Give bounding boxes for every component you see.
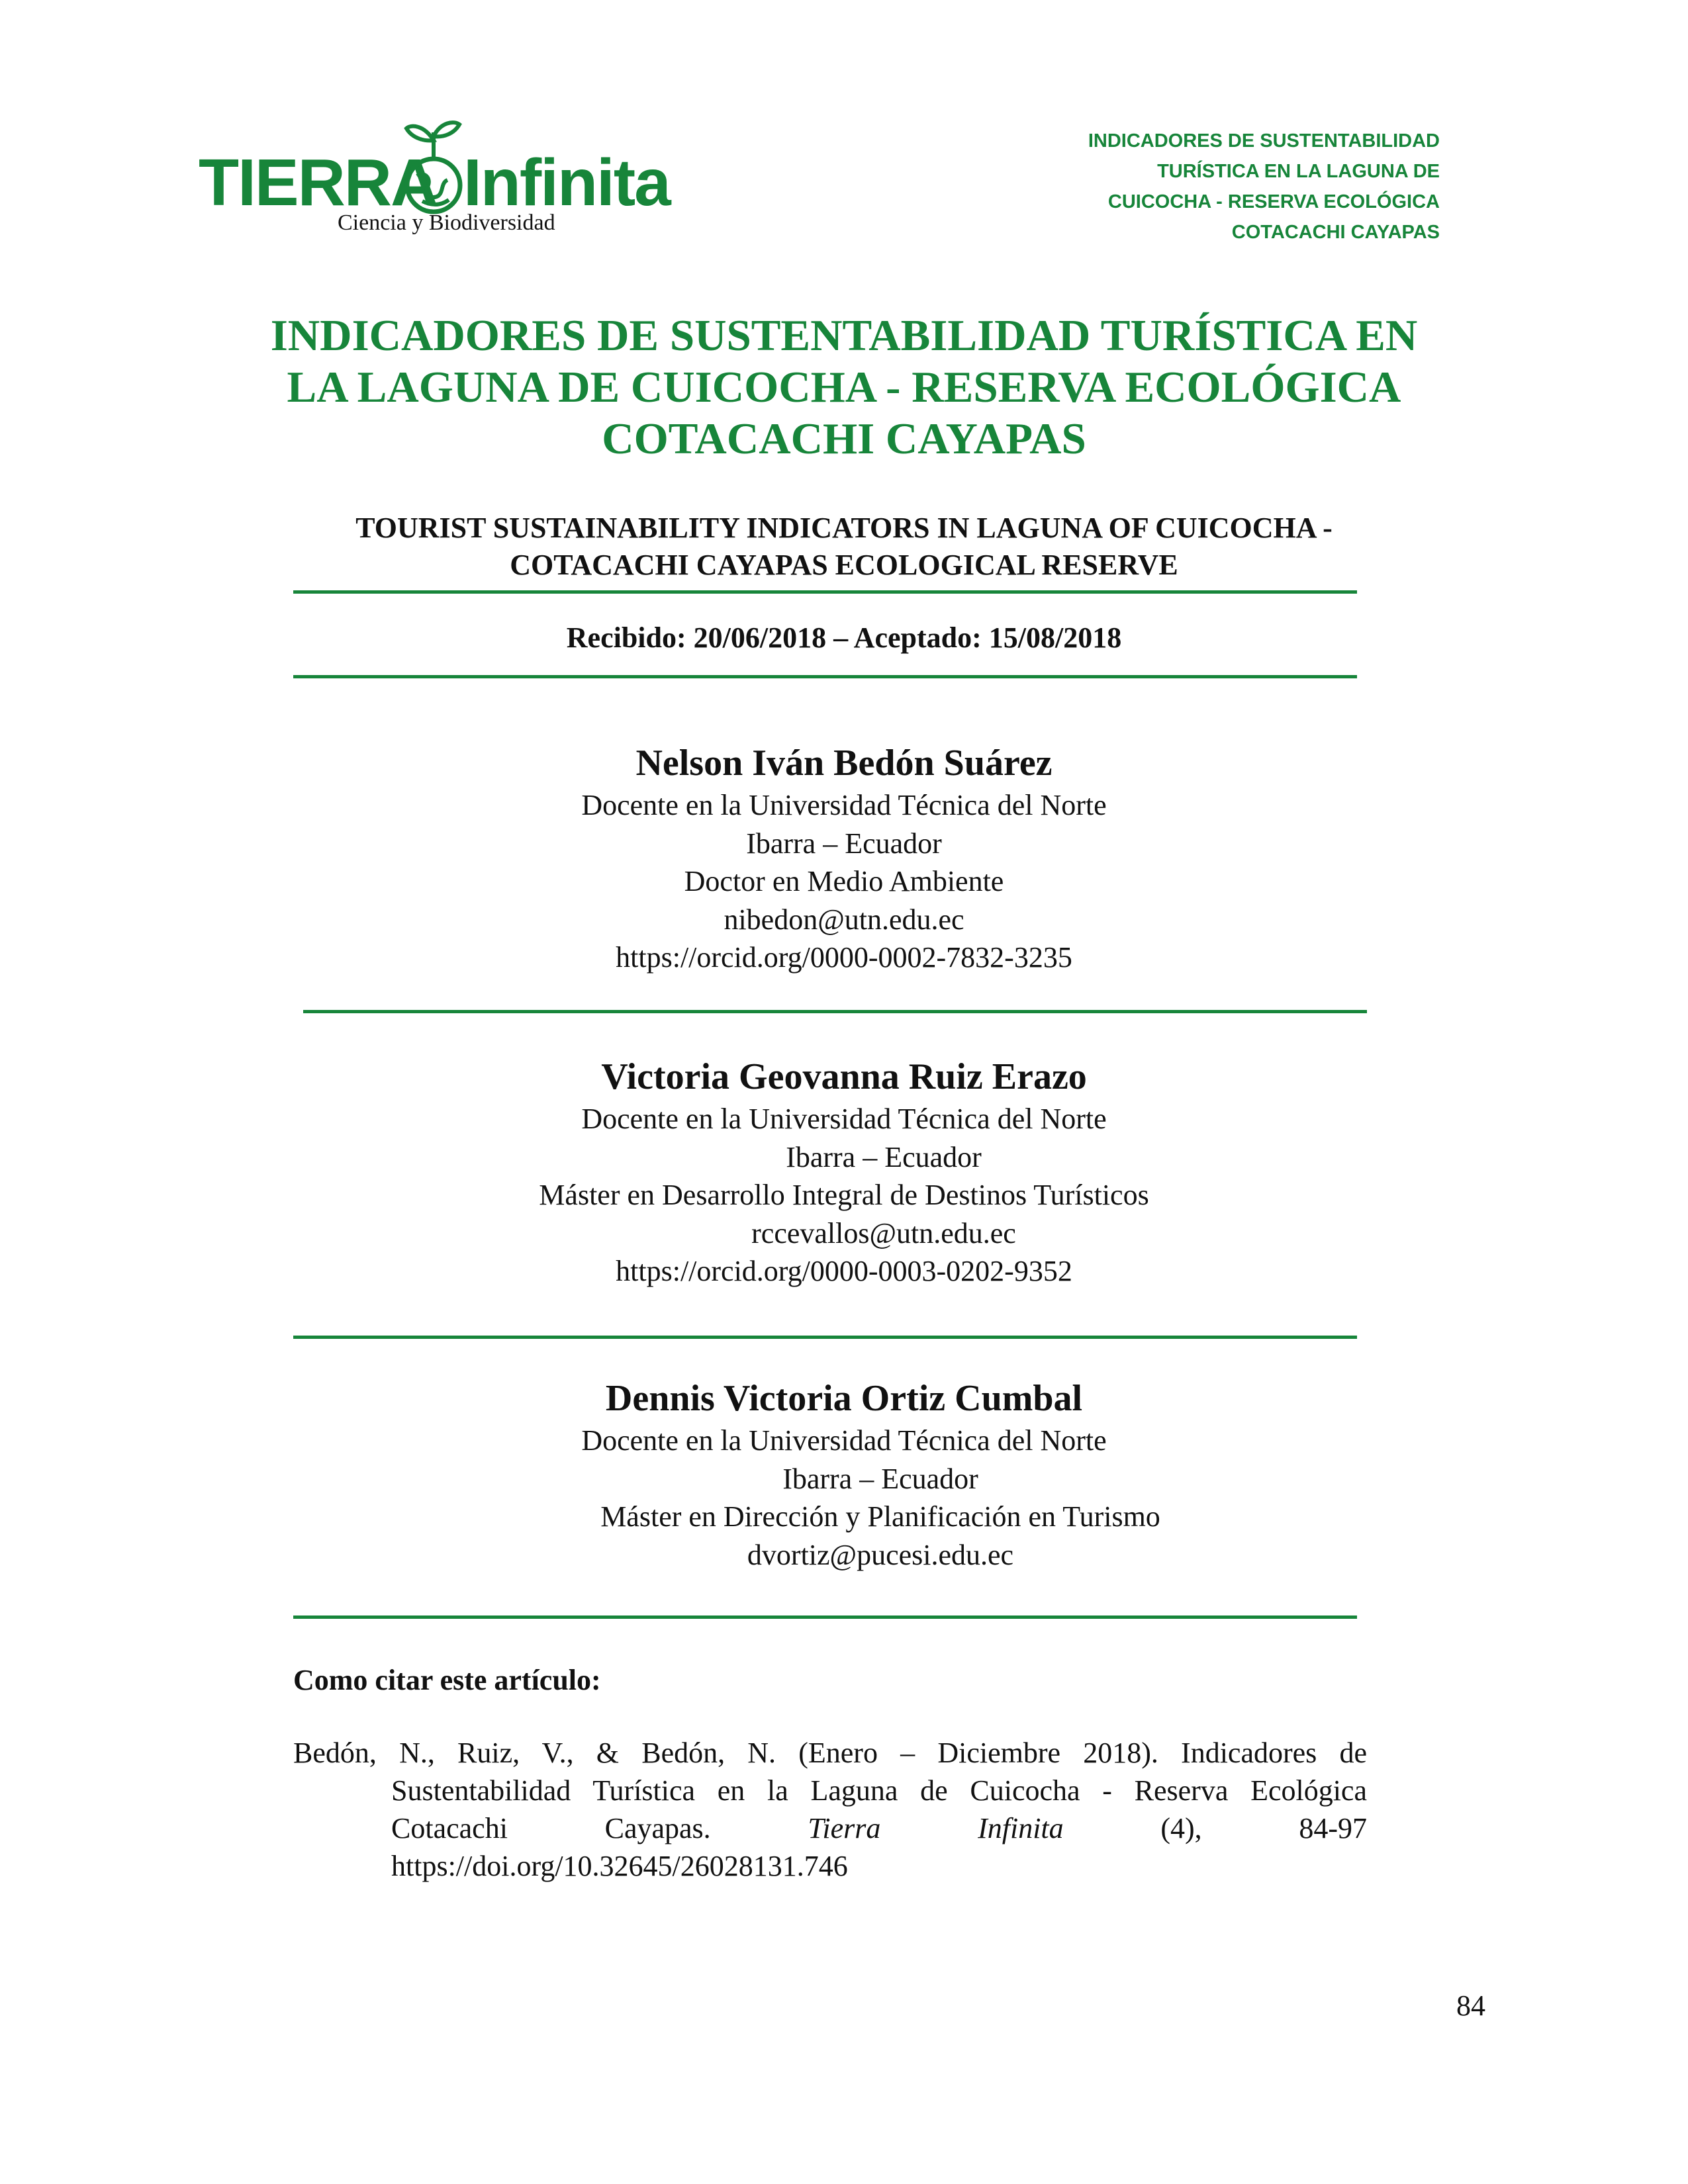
title-line: COTACACHI CAYAPAS <box>602 414 1086 463</box>
author-name: Dennis Victoria Ortiz Cumbal <box>605 1378 1083 1419</box>
citation-doi[interactable]: https://doi.org/10.32645/26028131.746 <box>391 1850 848 1882</box>
author-block <box>199 1054 1489 1291</box>
author-email[interactable]: dvortiz@pucesi.edu.ec <box>747 1538 1014 1571</box>
citation-text: (4), 84-97 <box>1063 1812 1367 1844</box>
author-location: Ibarra – Ecuador <box>782 1462 978 1495</box>
running-header-line: CUICOCHA - RESERVA ECOLÓGICA <box>1107 191 1440 212</box>
citation-line: Sustentabilidad Turística en la Laguna de Cuicocha - Reserva Ecológica <box>391 1774 1367 1807</box>
author-degree: Doctor en Medio Ambiente <box>684 865 1004 897</box>
title-line: LA LAGUNA DE CUICOCHA - RESERVA ECOLÓGICA <box>287 363 1401 412</box>
running-header-line: INDICADORES DE SUSTENTABILIDAD <box>1088 130 1440 152</box>
citation-journal: Tierra Infinita <box>808 1812 1064 1844</box>
author-location: Ibarra – Ecuador <box>786 1140 982 1173</box>
title-line: INDICADORES DE SUSTENTABILIDAD TURÍSTICA EN <box>270 311 1418 360</box>
logo-tagline: Ciencia y Biodiversidad <box>338 210 555 235</box>
divider <box>293 675 1357 678</box>
subtitle-line: COTACACHI CAYAPAS ECOLOGICAL RESERVE <box>510 549 1178 581</box>
author-name: Nelson Iván Bedón Suárez <box>635 743 1053 784</box>
article-title <box>199 310 1489 465</box>
citation-body <box>293 1734 1367 1885</box>
author-degree: Máster en Dirección y Planificación en Turismo <box>600 1500 1160 1533</box>
divider <box>303 1010 1367 1013</box>
sprout-globe-icon <box>397 118 470 217</box>
journal-logo <box>199 118 702 244</box>
running-header-line: TURÍSTICA EN LA LAGUNA DE <box>1157 161 1440 182</box>
author-orcid[interactable]: https://orcid.org/0000-0003-0202-9352 <box>616 1255 1072 1287</box>
logo-word-infinita: Infinita <box>463 146 670 220</box>
author-email[interactable]: rccevallos@utn.edu.ec <box>751 1216 1016 1250</box>
author-affiliation: Docente en la Universidad Técnica del Norte <box>581 1424 1107 1457</box>
citation-heading: Como citar este artículo: <box>293 1664 601 1696</box>
author-affiliation: Docente en la Universidad Técnica del Norte <box>581 789 1107 821</box>
author-degree: Máster en Desarrollo Integral de Destinos Turísticos <box>539 1179 1149 1211</box>
author-block <box>199 1375 1489 1574</box>
citation-line: Bedón, N., Ruiz, V., & Bedón, N. (Enero – Diciembre 2018). Indicadores de <box>293 1737 1367 1769</box>
citation-text: Cotacachi Cayapas. <box>391 1812 808 1844</box>
page-number: 84 <box>1456 1989 1485 2022</box>
author-name: Victoria Geovanna Ruiz Erazo <box>601 1056 1087 1097</box>
logo-word-tierra: TIERRA <box>199 146 438 220</box>
divider <box>293 1336 1357 1339</box>
running-header-line: COTACACHI CAYAPAS <box>1231 222 1440 243</box>
author-block <box>199 740 1489 977</box>
subtitle-line: TOURIST SUSTAINABILITY INDICATORS IN LAGUNA OF CUICOCHA - <box>355 512 1333 544</box>
divider <box>293 590 1357 594</box>
author-email[interactable]: nibedon@utn.edu.ec <box>724 903 964 936</box>
running-header <box>1088 126 1440 248</box>
english-title <box>199 510 1489 584</box>
author-affiliation: Docente en la Universidad Técnica del Norte <box>581 1103 1107 1135</box>
author-orcid[interactable]: https://orcid.org/0000-0002-7832-3235 <box>616 941 1072 974</box>
author-location: Ibarra – Ecuador <box>746 827 942 860</box>
divider <box>293 1615 1357 1619</box>
citation-line <box>293 1809 1367 1847</box>
received-accepted-dates: Recibido: 20/06/2018 – Aceptado: 15/08/2018 <box>566 621 1122 654</box>
